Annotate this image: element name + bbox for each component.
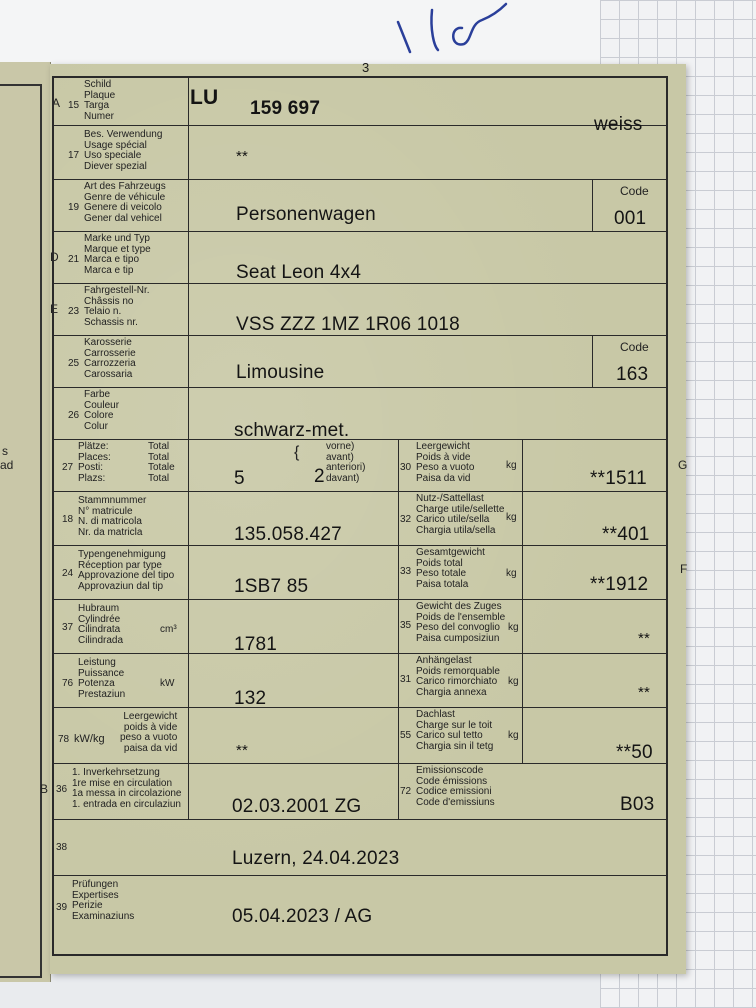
label-towing-load: Anhängelast Poids remorquable Carico rimorchiato Chargia annexa	[416, 655, 500, 698]
label-first-registration: 1. Inverkehrsetzung 1re mise en circulation 1a messa in circolazione 1. entrada en circulaziun	[72, 767, 182, 810]
label-seats-front: vorne) avant) anteriori) davant)	[326, 441, 366, 484]
side-letter-d: D	[50, 250, 59, 264]
side-letter-f: F	[680, 562, 688, 576]
row-first-registration-emission: 36 1. Inverkehrsetzung 1re mise en circulation 1a messa in circolazione 1. entrada en circulaziun 02.03.2001 ZG 72 Emissionscode Code émissions Codice emissioni Code d'emissiuns B03	[54, 764, 666, 820]
label-power-weight: Leergewicht poids à vide peso a vuoto paisa da vid	[120, 711, 178, 754]
label-payload: Nutz-/Sattellast Charge utile/sellette Carico utile/sella Chargia utila/sella	[416, 493, 505, 536]
first-registration-value: 02.03.2001 ZG	[232, 796, 362, 817]
row-color: 26 Farbe Couleur Colore Colur schwarz-met.	[54, 388, 666, 440]
towing-load-value: **	[638, 684, 651, 701]
label-special-use: Bes. Verwendung Usage spécial Uso speciale Diever spezial	[84, 129, 163, 172]
label-inspections: Prüfungen Expertises Perizie Examinaziuns	[72, 879, 135, 922]
power-weight-value: **	[236, 742, 249, 759]
label-plate: Schild Plaque Targa Numer	[84, 79, 116, 122]
color-value: schwarz-met.	[234, 420, 350, 441]
payload-value: **401	[602, 524, 650, 545]
registration-table	[52, 76, 668, 956]
label-seats: Plätze: Places: Posti: Plazs:	[78, 441, 111, 484]
chassis-number: VSS ZZZ 1MZ 1R06 1018	[236, 314, 460, 335]
row-seats-empty-weight: 27 Plätze: Places: Posti: Plazs: Total Total Totale Total 5 { vorne) avant) anteriori) davant) 2 30 Leergewicht Poids à vide Peso a vuoto Paisa da vid kg **1511	[54, 440, 666, 492]
background-paper	[0, 0, 610, 64]
left-page-fragment: s	[2, 444, 8, 458]
row-special-use: 17 Bes. Verwendung Usage spécial Uso speciale Diever spezial **	[54, 126, 666, 180]
handwriting-scribble-icon	[392, 0, 512, 60]
side-letter-e: E	[50, 302, 59, 316]
label-body: Karosserie Carrosserie Carrozzeria Carossaria	[84, 337, 136, 380]
row-master-number-payload: 18 Stammnummer N° matricule N. di matricola Nr. da matricla 135.058.427 32 Nutz-/Sattellast Charge utile/sellette Carico utile/sella Chargia utila/sella kg **401	[54, 492, 666, 546]
left-page-edge	[0, 62, 51, 982]
plate-color: weiss	[594, 114, 643, 135]
power-weight-unit: kW/kg	[74, 733, 105, 745]
row-chassis: 23 Fahrgestell-Nr. Châssis no Telaio n. Schassis nr. VSS ZZZ 1MZ 1R06 1018	[54, 284, 666, 336]
plate-number: 159 697	[250, 98, 321, 119]
row-power-weight-roof-load: 78 kW/kg Leergewicht poids à vide peso a vuoto paisa da vid ** 55 Dachlast Charge sur le toit Carico sul tetto Chargia sin il tetg kg **50	[54, 708, 666, 764]
side-letter-b: B	[40, 782, 49, 796]
emission-code-value: B03	[620, 794, 655, 815]
page-number: 3	[362, 60, 370, 75]
label-train-weight: Gewicht des Zuges Poids de l'ensemble Peso del convoglio Paisa cumposiziun	[416, 601, 506, 644]
make-model-value: Seat Leon 4x4	[236, 262, 362, 283]
row-body: 25 Karosserie Carrosserie Carrozzeria Carossaria Limousine Code 163	[54, 336, 666, 388]
displacement-value: 1781	[234, 634, 278, 655]
row-displacement-train-weight: 37 Hubraum Cylindrée Cilindrata Cilindrada cm³ 1781 35 Gewicht des Zuges Poids de l'ensemble Peso del convoglio Paisa cumposiziun kg **	[54, 600, 666, 654]
roof-load-value: **50	[616, 742, 653, 763]
master-number: 135.058.427	[234, 524, 342, 545]
label-emission-code: Emissionscode Code émissions Codice emissioni Code d'emissiuns	[416, 765, 495, 808]
label-total-weight: Gesamtgewicht Poids total Peso totale Paisa totala	[416, 547, 485, 590]
body-value: Limousine	[236, 362, 325, 383]
seats-front: 2	[314, 466, 325, 487]
power-value: 132	[234, 688, 267, 709]
place-date-value: Luzern, 24.04.2023	[232, 848, 400, 869]
row-type-approval-total-weight: 24 Typengenehmigung Réception par type Approvazione del tipo Approvaziun dal tip 1SB7 85 33 Gesamtgewicht Poids total Peso totale Paisa totala kg **1912	[54, 546, 666, 600]
row-plate: 15 Schild Plaque Targa Numer LU 159 697 weiss	[54, 78, 666, 126]
side-letter-g: G	[678, 458, 688, 472]
label-roof-load: Dachlast Charge sur le toit Carico sul tetto Chargia sin il tetg	[416, 709, 494, 752]
vehicle-type-value: Personenwagen	[236, 204, 376, 225]
row-power-towing: 76 Leistung Puissance Potenza Prestaziun kW 132 31 Anhängelast Poids remorquable Carico rimorchiato Chargia annexa kg **	[54, 654, 666, 708]
side-letter-a: A	[52, 96, 61, 110]
row-place-date: 38 Luzern, 24.04.2023	[54, 820, 666, 876]
row-inspections: 39 Prüfungen Expertises Perizie Examinaziuns 05.04.2023 / AG	[56, 879, 373, 927]
vehicle-type-code: 001	[614, 208, 647, 229]
row-make-model: 21 Marke und Typ Marque et type Marca e tipo Marca e tip Seat Leon 4x4	[54, 232, 666, 284]
canton-code: LU	[190, 86, 219, 109]
label-seats-total: Total Total Totale Total	[148, 441, 175, 484]
inspection-value: 05.04.2023 / AG	[232, 906, 373, 927]
label-make-model: Marke und Typ Marque et type Marca e tipo Marca e tip	[84, 233, 151, 276]
left-page-fragment: ad	[0, 458, 14, 472]
type-approval-value: 1SB7 85	[234, 576, 309, 597]
train-weight-value: **	[638, 630, 651, 647]
total-weight-value: **1912	[590, 574, 649, 595]
label-type-approval: Typengenehmigung Réception par type Approvazione del tipo Approvaziun dal tip	[78, 549, 175, 592]
empty-weight-value: **1511	[590, 468, 647, 489]
label-vehicle-type: Art des Fahrzeugs Genre de véhicule Genere di veicolo Gener dal vehicel	[84, 181, 166, 224]
label-chassis: Fahrgestell-Nr. Châssis no Telaio n. Schassis nr.	[84, 285, 150, 328]
body-code: 163	[616, 364, 649, 385]
row-vehicle-type: 19 Art des Fahrzeugs Genre de véhicule Genere di veicolo Gener dal vehicel Personenwagen Code 001	[54, 180, 666, 232]
label-color: Farbe Couleur Colore Colur	[84, 389, 120, 432]
seats-total: 5	[234, 468, 245, 489]
special-use-value: **	[236, 148, 249, 165]
label-empty-weight: Leergewicht Poids à vide Peso a vuoto Paisa da vid	[416, 441, 475, 484]
label-displacement: Hubraum Cylindrée Cilindrata Cilindrada	[78, 603, 124, 646]
label-master-number: Stammnummer N° matricule N. di matricola Nr. da matricla	[78, 495, 147, 538]
label-power: Leistung Puissance Potenza Prestaziun	[78, 657, 126, 700]
